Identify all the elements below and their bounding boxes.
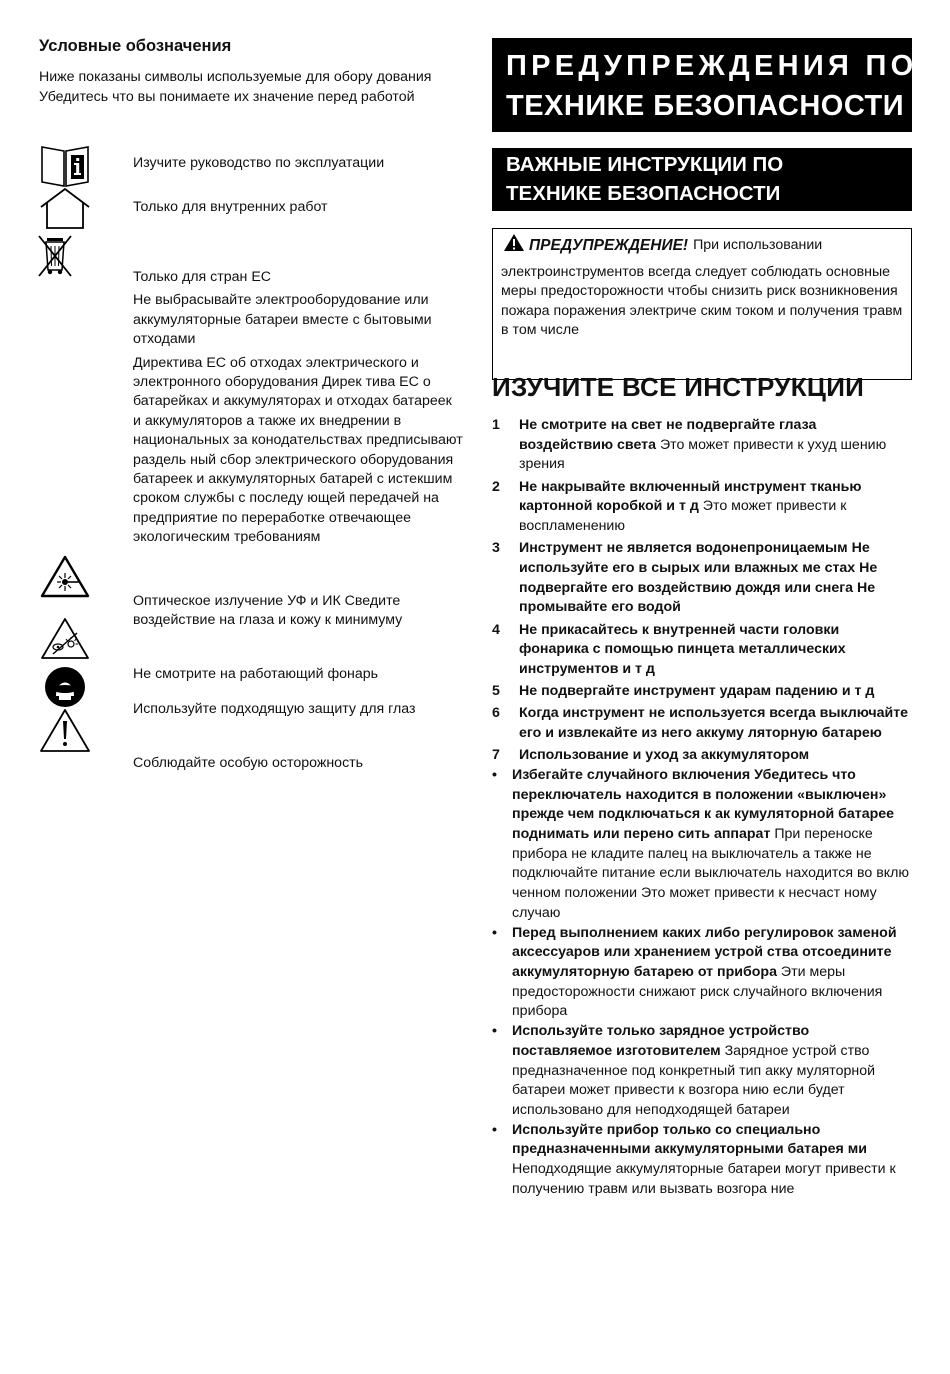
list-item <box>492 746 912 766</box>
warning-body: электроинструментов всегда следует соблюдать основные меры предосторожности чтобы снизить риск возникновения пожара поражения электриче ским током и получения травм в том числе <box>501 263 903 339</box>
item-text: Это может привести к воспламенению <box>519 498 847 535</box>
list-item <box>492 704 912 743</box>
item-bold-text: Не подвергайте инструмент ударам падению и т д <box>519 683 875 700</box>
item-text: Это может привести к ухуд шению зрения <box>519 436 887 473</box>
bullet-item <box>492 1121 912 1200</box>
symbol-legend <box>39 36 463 771</box>
symbol-text: Директива ЕС об отходах электрического и электронного оборудования Дирек тива ЕС о батарейках и аккумуляторах и отходах батареек и аккумуляторов а также их внедрении в национальных за конодательствах предписывают раздель ный сбор электрического оборудования батареек и аккумуляторных батарей с истекшим сроком службы с последу ющей передачей на предприятие по переработке отвечающее экологическим требованиям <box>133 354 463 546</box>
manual-book-icon <box>39 143 91 189</box>
item-number: 6 <box>492 705 500 722</box>
bullet-text: При переноске прибора не кладите палец на выключатель а также не подключайте питание если выключатель находится во вклю ченном положении Это может привести к несчаст ному случаю <box>512 826 910 921</box>
bullet-bold-text: Избегайте случайного включения Убедитесь что переключатель находится в положении «выключен» прежде чем подключаться к ак кумуляторной батарее поднимать или перено сить аппарат <box>512 766 895 843</box>
item-number: 1 <box>492 417 500 433</box>
legend-heading: Условные обозначения <box>39 37 232 55</box>
warning-label: ПРЕДУПРЕЖДЕНИЕ! <box>529 237 689 254</box>
important-instructions-banner <box>492 148 912 211</box>
item-number: 7 <box>492 747 500 764</box>
item-bold-text: Не накрывайте включенный инструмент тканью картонной коробкой и т д <box>519 478 862 515</box>
crossed-bin-icon <box>33 232 85 278</box>
bullet-bold-text: Используйте прибор только со специально предназначенными аккумуляторными батарея ми <box>512 1121 867 1158</box>
symbol-text: Изучите руководство по эксплуатации <box>133 155 385 171</box>
safety-warnings-column <box>492 38 918 1197</box>
item-number: 3 <box>492 540 500 557</box>
warning-lead: При использовании <box>693 237 823 253</box>
bullet-dot: • <box>492 1023 497 1040</box>
symbol-text: Используйте подходящую защиту для глаз <box>133 701 416 717</box>
symbol-text: Не выбрасывайте электрооборудование или аккумуляторные батареи вместе с бытовыми отходами <box>133 292 432 348</box>
list-item <box>492 416 912 475</box>
title-line-2: ТЕХНИКЕ БЕЗОПАСНОСТИ <box>506 90 905 122</box>
symbol-text: Только для внутренних работ <box>133 199 328 215</box>
bullet-dot: • <box>492 924 497 941</box>
bullet-item <box>492 1022 912 1121</box>
bullet-text: Неподходящие аккумуляторные батареи могут привести к получению травм или вызвать возгора ние <box>512 1161 896 1197</box>
section-heading: ИЗУЧИТЕ ВСЕ ИНСТРУКЦИИ <box>492 372 865 402</box>
no-look-at-lamp-icon <box>39 616 91 662</box>
item-number: 5 <box>492 683 500 700</box>
item-number: 2 <box>492 478 500 495</box>
item-bold-text: Инструмент не является водонепроницаемым Не используйте его в сырых или влажных ме стах Не подвергайте его воздействию дождя или снега Не промывайте его водой <box>519 540 878 616</box>
general-warning-box <box>492 228 912 380</box>
list-item <box>492 539 912 618</box>
item-bold-text: Когда инструмент не используется всегда выключайте его и извлекайте из него аккуму ляторную батарею <box>519 705 909 742</box>
symbol-text: Соблюдайте особую осторожность <box>133 755 364 771</box>
caution-exclamation-icon <box>39 708 91 754</box>
bullet-dot: • <box>492 1121 497 1138</box>
list-item <box>492 621 912 680</box>
item-bold-text: Не прикасайтесь к внутренней части головки фонарика с помощью пинцета металлических инструментов и т д <box>519 621 846 677</box>
bullet-dot: • <box>492 766 497 783</box>
instruction-list <box>492 416 912 1199</box>
title-line-1: ПРЕДУПРЕЖДЕНИЯ ПО <box>506 50 918 82</box>
bullet-text: Зарядное устрой ство предназначенное под конкретный тип акку муляторной батареи может привести к возгора нию если будет использовано для неподходящей батареи <box>512 1042 876 1118</box>
list-item <box>492 682 912 702</box>
page-title <box>492 38 918 132</box>
warning-triangle-icon <box>501 233 529 259</box>
item-number: 4 <box>492 621 500 638</box>
item-bold-text: Использование и уход за аккумулятором <box>519 747 810 764</box>
subtitle-line-2: ТЕХНИКЕ БЕЗОПАСНОСТИ <box>506 182 781 205</box>
house-indoor-icon <box>39 186 91 232</box>
symbol-text: Оптическое излучение УФ и ИК Сведите воздействие на глаза и кожу к минимуму <box>133 593 403 629</box>
list-item <box>492 478 912 537</box>
bullet-item <box>492 924 912 1023</box>
symbol-text: Только для стран ЕС <box>133 269 272 285</box>
laser-radiation-warning-icon <box>39 554 91 600</box>
eye-protection-icon <box>39 664 91 710</box>
bullet-bold-text: Перед выполнением каких либо регулировок заменой аксессуаров или хранением устрой ства отсоедините аккумуляторную батарею от прибора <box>512 924 897 980</box>
bullet-bold-text: Используйте только зарядное устройство поставляемое изготовителем <box>512 1023 810 1059</box>
bullet-text: Эти меры предосторожности снижают риск случайного включения прибора <box>512 963 883 1020</box>
symbol-text: Не смотрите на работающий фонарь <box>133 666 379 682</box>
item-bold-text: Не смотрите на свет не подвергайте глаза воздействию света <box>519 417 817 453</box>
legend-intro: Ниже показаны символы используемые для обору дования Убедитесь что вы понимаете их значение перед работой <box>39 69 432 105</box>
bullet-item <box>492 766 912 924</box>
subtitle-line-1: ВАЖНЫЕ ИНСТРУКЦИИ ПО <box>506 153 784 176</box>
